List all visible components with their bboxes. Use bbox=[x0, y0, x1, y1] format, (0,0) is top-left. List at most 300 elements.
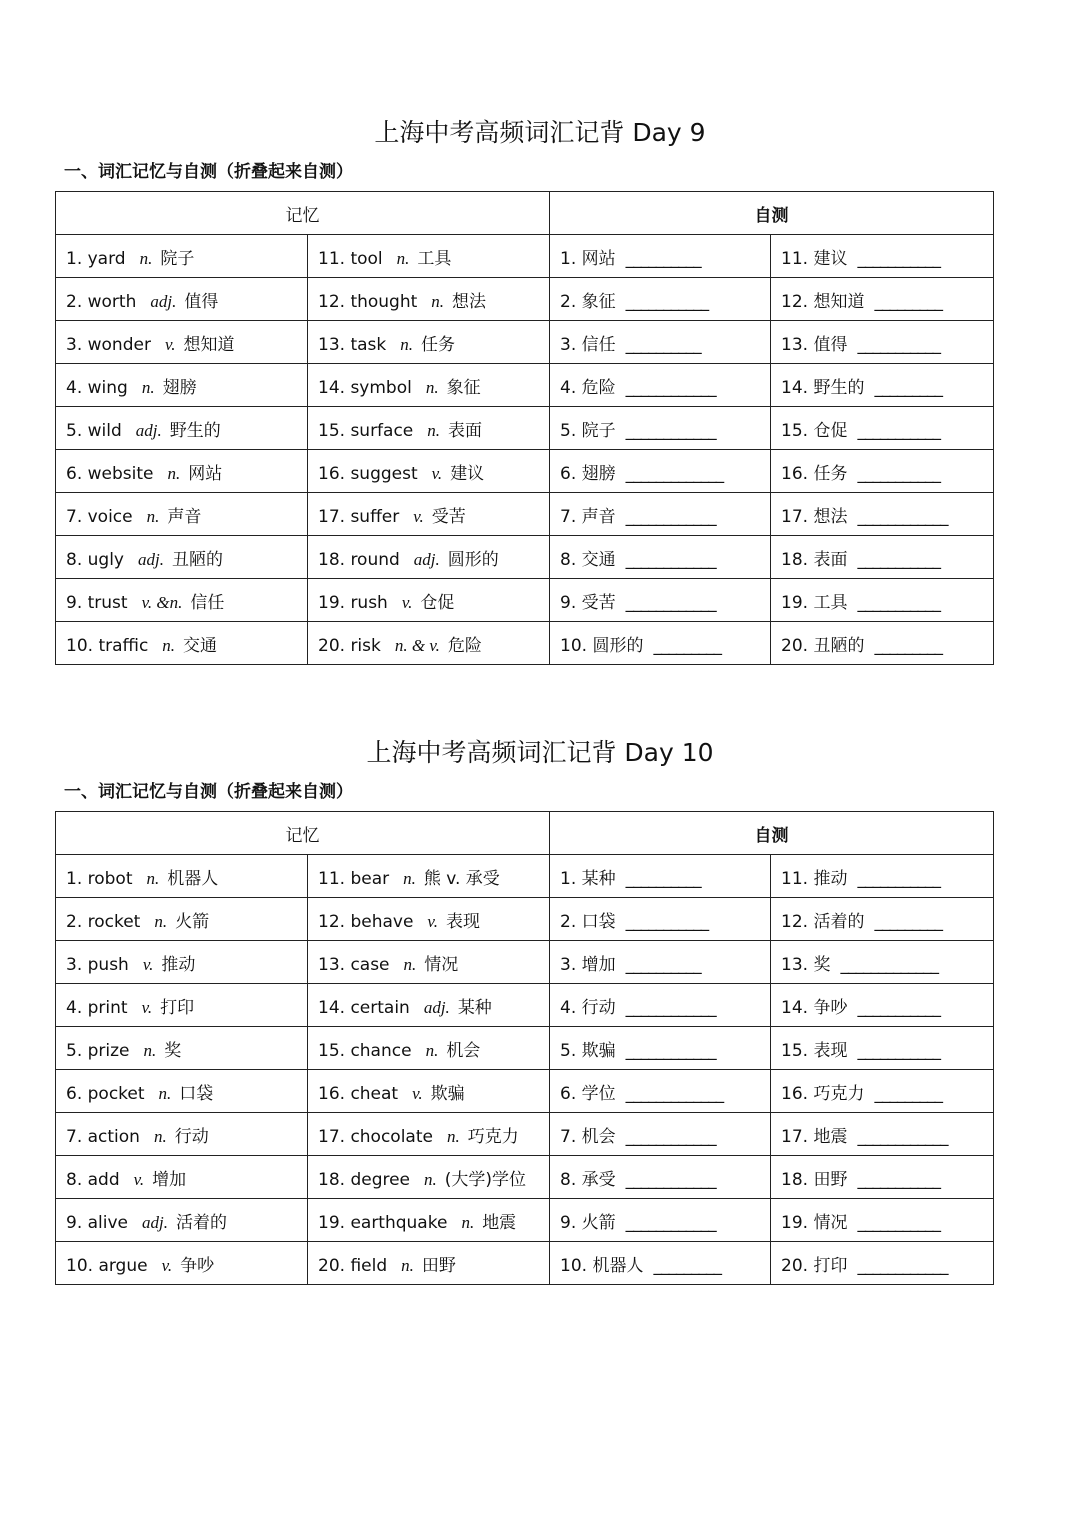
chinese-meaning: 增加 bbox=[152, 1169, 187, 1190]
part-of-speech: v. &n. bbox=[141, 592, 183, 612]
selftest-prompt: 16. 巧克力 bbox=[781, 1083, 865, 1104]
part-of-speech: n. bbox=[425, 377, 439, 397]
part-of-speech: n. bbox=[427, 420, 441, 440]
selftest-prompt: 8. 交通 bbox=[560, 549, 616, 570]
page-title: 上海中考高频词汇记背 Day 10 bbox=[366, 738, 714, 767]
chinese-meaning: 奖 bbox=[164, 1040, 182, 1061]
vocab-word: 20. risk bbox=[318, 635, 381, 656]
day9-section bbox=[0, 108, 1080, 656]
answer-blank: __________ bbox=[625, 868, 701, 889]
chinese-meaning: 打印 bbox=[160, 997, 195, 1018]
selftest-prompt: 12. 想知道 bbox=[781, 291, 865, 312]
answer-blank: ___________ bbox=[857, 463, 940, 484]
memory-cell bbox=[308, 235, 550, 278]
table-row bbox=[56, 278, 994, 321]
selftest-cell bbox=[771, 1070, 994, 1113]
part-of-speech: n. bbox=[461, 1212, 475, 1232]
selftest-prompt: 14. 争吵 bbox=[781, 997, 848, 1018]
answer-blank: ___________ bbox=[857, 868, 940, 889]
answer-blank: ____________ bbox=[625, 1126, 716, 1147]
selftest-prompt: 6. 学位 bbox=[560, 1083, 616, 1104]
vocab-word: 2. worth bbox=[66, 291, 137, 312]
selftest-prompt: 17. 想法 bbox=[781, 506, 848, 527]
memory-cell bbox=[56, 1156, 308, 1199]
memory-cell bbox=[56, 941, 308, 984]
selftest-cell bbox=[771, 407, 994, 450]
selftest-prompt: 13. 奖 bbox=[781, 954, 831, 975]
part-of-speech: v. bbox=[142, 954, 154, 974]
selftest-cell bbox=[550, 1242, 771, 1285]
memory-cell bbox=[56, 1199, 308, 1242]
selftest-cell bbox=[771, 622, 994, 665]
answer-blank: ____________ bbox=[625, 506, 716, 527]
table-row bbox=[56, 235, 994, 278]
selftest-cell bbox=[771, 984, 994, 1027]
table-row bbox=[56, 898, 994, 941]
memory-header: 记忆 bbox=[56, 192, 550, 235]
vocab-word: 7. action bbox=[66, 1126, 140, 1147]
answer-blank: ____________ bbox=[625, 1212, 716, 1233]
memory-cell bbox=[308, 898, 550, 941]
selftest-cell bbox=[550, 941, 771, 984]
vocab-table bbox=[55, 811, 994, 1285]
table-row bbox=[56, 1070, 994, 1113]
selftest-prompt: 1. 某种 bbox=[560, 868, 616, 889]
vocab-word: 18. degree bbox=[318, 1169, 411, 1190]
chinese-meaning: 工具 bbox=[417, 248, 452, 269]
selftest-cell bbox=[771, 1027, 994, 1070]
part-of-speech: n. bbox=[403, 868, 416, 888]
selftest-cell bbox=[550, 622, 771, 665]
chinese-meaning: 口袋 bbox=[179, 1083, 214, 1104]
selftest-prompt: 20. 丑陋的 bbox=[781, 635, 865, 656]
selftest-cell bbox=[550, 1199, 771, 1242]
part-of-speech: n. bbox=[400, 334, 413, 354]
table-row bbox=[56, 364, 994, 407]
vocab-word: 17. suffer bbox=[318, 506, 400, 527]
memory-cell bbox=[308, 321, 550, 364]
selftest-cell bbox=[771, 1242, 994, 1285]
memory-cell bbox=[308, 1070, 550, 1113]
chinese-meaning: 野生的 bbox=[169, 420, 221, 441]
selftest-cell bbox=[771, 321, 994, 364]
selftest-prompt: 18. 田野 bbox=[781, 1169, 848, 1190]
memory-cell bbox=[308, 1199, 550, 1242]
memory-cell bbox=[308, 407, 550, 450]
table-row bbox=[56, 855, 994, 898]
page-title: 上海中考高频词汇记背 Day 9 bbox=[374, 118, 706, 147]
table-row bbox=[56, 1199, 994, 1242]
table-row bbox=[56, 321, 994, 364]
answer-blank: _____________ bbox=[625, 463, 724, 484]
selftest-prompt: 7. 声音 bbox=[560, 506, 616, 527]
answer-blank: _____________ bbox=[840, 954, 938, 975]
answer-blank: ____________ bbox=[857, 1255, 948, 1276]
memory-cell bbox=[308, 536, 550, 579]
selftest-cell bbox=[550, 1027, 771, 1070]
part-of-speech: v. bbox=[164, 334, 176, 354]
table-header-row bbox=[56, 812, 994, 855]
part-of-speech: v. bbox=[431, 463, 443, 483]
answer-blank: ____________ bbox=[625, 997, 716, 1018]
section-subtitle: 一、词汇记忆与自测（折叠起来自测） bbox=[64, 782, 353, 802]
chinese-meaning: 值得 bbox=[184, 291, 219, 312]
vocab-word: 20. field bbox=[318, 1255, 388, 1276]
vocab-word: 1. robot bbox=[66, 868, 133, 889]
vocab-word: 16. cheat bbox=[318, 1083, 399, 1104]
chinese-meaning: 推动 bbox=[161, 954, 196, 975]
vocab-word: 14. certain bbox=[318, 997, 410, 1018]
selftest-cell bbox=[771, 1113, 994, 1156]
part-of-speech: n. bbox=[162, 635, 176, 655]
selftest-prompt: 4. 危险 bbox=[560, 377, 616, 398]
vocab-word: 7. voice bbox=[66, 506, 133, 527]
part-of-speech: n. bbox=[167, 463, 181, 483]
day10-section bbox=[0, 728, 1080, 1276]
selftest-prompt: 17. 地震 bbox=[781, 1126, 848, 1147]
chinese-meaning: 表面 bbox=[448, 420, 483, 441]
answer-blank: _________ bbox=[874, 1083, 942, 1104]
part-of-speech: n. bbox=[401, 1255, 414, 1275]
selftest-cell bbox=[550, 278, 771, 321]
vocab-word: 15. surface bbox=[318, 420, 414, 441]
memory-header: 记忆 bbox=[56, 812, 550, 855]
selftest-cell bbox=[771, 1199, 994, 1242]
chinese-meaning: 圆形的 bbox=[447, 549, 499, 570]
selftest-prompt: 11. 推动 bbox=[781, 868, 848, 889]
vocab-word: 9. trust bbox=[66, 592, 128, 613]
part-of-speech: n. bbox=[153, 1126, 167, 1146]
vocab-word: 2. rocket bbox=[66, 911, 141, 932]
vocab-word: 18. round bbox=[318, 549, 400, 570]
chinese-meaning: 活着的 bbox=[176, 1212, 227, 1233]
chinese-meaning: 想法 bbox=[452, 291, 487, 312]
selftest-prompt: 12. 活着的 bbox=[781, 911, 865, 932]
part-of-speech: n. bbox=[146, 506, 160, 526]
section-subtitle: 一、词汇记忆与自测（折叠起来自测） bbox=[64, 162, 353, 182]
table-header-row bbox=[56, 192, 994, 235]
answer-blank: ____________ bbox=[625, 377, 716, 398]
vocab-word: 1. yard bbox=[66, 248, 126, 269]
chinese-meaning: 交通 bbox=[183, 635, 218, 656]
memory-cell bbox=[56, 1070, 308, 1113]
answer-blank: _________ bbox=[653, 1255, 721, 1276]
selftest-cell bbox=[550, 235, 771, 278]
part-of-speech: v. bbox=[133, 1169, 145, 1189]
selftest-cell bbox=[550, 407, 771, 450]
chinese-meaning: 声音 bbox=[167, 506, 202, 527]
answer-blank: ___________ bbox=[857, 1212, 940, 1233]
selftest-cell bbox=[771, 898, 994, 941]
memory-cell bbox=[308, 364, 550, 407]
memory-cell bbox=[56, 493, 308, 536]
vocab-word: 13. task bbox=[318, 334, 387, 355]
memory-cell bbox=[308, 1027, 550, 1070]
answer-blank: ____________ bbox=[625, 549, 716, 570]
memory-cell bbox=[308, 278, 550, 321]
answer-blank: _____________ bbox=[625, 1083, 724, 1104]
part-of-speech: adj. bbox=[135, 420, 162, 440]
vocab-word: 12. behave bbox=[318, 911, 414, 932]
selftest-cell bbox=[771, 364, 994, 407]
selftest-cell bbox=[550, 450, 771, 493]
vocab-word: 19. rush bbox=[318, 592, 388, 613]
selftest-cell bbox=[771, 855, 994, 898]
selftest-prompt: 11. 建议 bbox=[781, 248, 848, 269]
part-of-speech: n. bbox=[158, 1083, 172, 1103]
selftest-cell bbox=[550, 321, 771, 364]
memory-cell bbox=[308, 622, 550, 665]
selftest-cell bbox=[771, 278, 994, 321]
part-of-speech: v. bbox=[401, 592, 413, 612]
part-of-speech: n. bbox=[446, 1126, 460, 1146]
selftest-prompt: 10. 机器人 bbox=[560, 1255, 644, 1276]
vocab-word: 8. ugly bbox=[66, 549, 124, 570]
part-of-speech: n. bbox=[146, 868, 160, 888]
memory-cell bbox=[308, 941, 550, 984]
memory-cell bbox=[308, 1113, 550, 1156]
part-of-speech: n. bbox=[424, 1169, 437, 1189]
table-row bbox=[56, 579, 994, 622]
vocab-word: 5. wild bbox=[66, 420, 122, 441]
selftest-prompt: 20. 打印 bbox=[781, 1255, 848, 1276]
vocab-word: 4. wing bbox=[66, 377, 128, 398]
answer-blank: ___________ bbox=[625, 291, 709, 312]
chinese-meaning: 争吵 bbox=[180, 1255, 215, 1276]
part-of-speech: v. bbox=[413, 506, 424, 526]
chinese-meaning: 建议 bbox=[450, 463, 485, 484]
selftest-prompt: 15. 仓促 bbox=[781, 420, 848, 441]
vocab-word: 3. wonder bbox=[66, 334, 151, 355]
memory-cell bbox=[56, 364, 308, 407]
table-row bbox=[56, 450, 994, 493]
part-of-speech: n. bbox=[154, 911, 168, 931]
memory-cell bbox=[56, 984, 308, 1027]
memory-cell bbox=[56, 855, 308, 898]
vocab-word: 8. add bbox=[66, 1169, 120, 1190]
table-row bbox=[56, 1027, 994, 1070]
selftest-cell bbox=[771, 493, 994, 536]
answer-blank: ___________ bbox=[857, 334, 940, 355]
table-row bbox=[56, 1156, 994, 1199]
selftest-cell bbox=[771, 579, 994, 622]
vocab-word: 4. print bbox=[66, 997, 128, 1018]
memory-cell bbox=[308, 579, 550, 622]
chinese-meaning: 仓促 bbox=[420, 592, 455, 613]
memory-cell bbox=[56, 622, 308, 665]
selftest-prompt: 5. 院子 bbox=[560, 420, 616, 441]
selftest-cell bbox=[771, 1156, 994, 1199]
answer-blank: ___________ bbox=[625, 911, 709, 932]
answer-blank: ___________ bbox=[857, 549, 940, 570]
selftest-prompt: 9. 火箭 bbox=[560, 1212, 616, 1233]
table-row bbox=[56, 984, 994, 1027]
table-row bbox=[56, 493, 994, 536]
vocab-word: 5. prize bbox=[66, 1040, 130, 1061]
chinese-meaning: 机会 bbox=[446, 1040, 481, 1061]
part-of-speech: n. bbox=[403, 954, 417, 974]
chinese-meaning: 任务 bbox=[420, 334, 455, 355]
vocab-word: 15. chance bbox=[318, 1040, 412, 1061]
memory-cell bbox=[308, 855, 550, 898]
selftest-prompt: 2. 口袋 bbox=[560, 911, 616, 932]
vocab-table bbox=[55, 191, 994, 665]
selftest-cell bbox=[550, 579, 771, 622]
chinese-meaning: 表现 bbox=[445, 911, 480, 932]
answer-blank: ____________ bbox=[857, 1126, 948, 1147]
answer-blank: ___________ bbox=[857, 420, 940, 441]
part-of-speech: n. bbox=[143, 1040, 157, 1060]
vocab-word: 17. chocolate bbox=[318, 1126, 433, 1147]
answer-blank: _________ bbox=[874, 377, 942, 398]
answer-blank: ____________ bbox=[857, 506, 948, 527]
answer-blank: ___________ bbox=[857, 592, 940, 613]
chinese-meaning: 巧克力 bbox=[467, 1126, 519, 1147]
chinese-meaning: 网站 bbox=[188, 463, 223, 484]
chinese-meaning: 火箭 bbox=[175, 911, 210, 932]
answer-blank: ____________ bbox=[625, 1169, 716, 1190]
part-of-speech: adj. bbox=[413, 549, 440, 569]
chinese-meaning: 翅膀 bbox=[162, 377, 197, 398]
selftest-prompt: 1. 网站 bbox=[560, 248, 616, 269]
chinese-meaning: (大学)学位 bbox=[444, 1169, 527, 1190]
memory-cell bbox=[56, 1113, 308, 1156]
selftest-prompt: 9. 受苦 bbox=[560, 592, 616, 613]
memory-cell bbox=[308, 984, 550, 1027]
part-of-speech: adj. bbox=[150, 291, 177, 311]
memory-cell bbox=[56, 1027, 308, 1070]
table-row bbox=[56, 407, 994, 450]
chinese-meaning: 丑陋的 bbox=[171, 549, 223, 570]
vocab-word: 11. tool bbox=[318, 248, 383, 269]
memory-cell bbox=[308, 450, 550, 493]
chinese-meaning: 某种 bbox=[457, 997, 492, 1018]
selftest-prompt: 8. 承受 bbox=[560, 1169, 616, 1190]
answer-blank: ___________ bbox=[857, 1040, 940, 1061]
selftest-cell bbox=[550, 984, 771, 1027]
chinese-meaning: 机器人 bbox=[167, 868, 219, 889]
vocab-word: 9. alive bbox=[66, 1212, 129, 1233]
chinese-meaning: 信任 bbox=[190, 592, 225, 613]
selftest-cell bbox=[550, 898, 771, 941]
selftest-cell bbox=[550, 364, 771, 407]
memory-cell bbox=[56, 579, 308, 622]
selftest-cell bbox=[550, 536, 771, 579]
selftest-prompt: 2. 象征 bbox=[560, 291, 616, 312]
part-of-speech: n. bbox=[139, 248, 153, 268]
chinese-meaning: 危险 bbox=[447, 635, 482, 656]
chinese-meaning: 情况 bbox=[424, 954, 459, 975]
part-of-speech: n. bbox=[396, 248, 410, 268]
answer-blank: ___________ bbox=[857, 997, 940, 1018]
memory-cell bbox=[308, 1242, 550, 1285]
selftest-cell bbox=[550, 1113, 771, 1156]
memory-cell bbox=[56, 321, 308, 364]
selftest-header: 自测 bbox=[550, 812, 994, 855]
table-row bbox=[56, 1242, 994, 1285]
part-of-speech: adj. bbox=[142, 1212, 168, 1232]
vocab-word: 13. case bbox=[318, 954, 390, 975]
answer-blank: _________ bbox=[874, 291, 942, 312]
answer-blank: ____________ bbox=[625, 420, 716, 441]
memory-cell bbox=[56, 536, 308, 579]
answer-blank: _________ bbox=[874, 911, 942, 932]
selftest-prompt: 13. 值得 bbox=[781, 334, 848, 355]
vocab-word: 19. earthquake bbox=[318, 1212, 448, 1233]
answer-blank: _________ bbox=[653, 635, 721, 656]
chinese-meaning: 田野 bbox=[421, 1255, 456, 1276]
vocab-word: 6. website bbox=[66, 463, 154, 484]
selftest-prompt: 16. 任务 bbox=[781, 463, 848, 484]
selftest-prompt: 7. 机会 bbox=[560, 1126, 616, 1147]
selftest-cell bbox=[550, 855, 771, 898]
memory-cell bbox=[308, 493, 550, 536]
selftest-cell bbox=[771, 536, 994, 579]
part-of-speech: v. bbox=[161, 1255, 173, 1275]
memory-cell bbox=[56, 235, 308, 278]
table-row bbox=[56, 941, 994, 984]
table-row bbox=[56, 536, 994, 579]
part-of-speech: v. bbox=[141, 997, 153, 1017]
chinese-meaning: 受苦 bbox=[431, 506, 466, 527]
memory-cell bbox=[56, 278, 308, 321]
chinese-meaning: 想知道 bbox=[183, 334, 235, 355]
selftest-prompt: 5. 欺骗 bbox=[560, 1040, 616, 1061]
answer-blank: __________ bbox=[625, 954, 701, 975]
chinese-meaning: 象征 bbox=[446, 377, 481, 398]
selftest-prompt: 15. 表现 bbox=[781, 1040, 848, 1061]
chinese-meaning: 行动 bbox=[174, 1126, 209, 1147]
chinese-meaning: 熊 v. 承受 bbox=[423, 868, 500, 889]
vocab-word: 3. push bbox=[66, 954, 129, 975]
answer-blank: ____________ bbox=[625, 592, 716, 613]
vocab-word: 14. symbol bbox=[318, 377, 412, 398]
selftest-prompt: 18. 表面 bbox=[781, 549, 848, 570]
selftest-prompt: 6. 翅膀 bbox=[560, 463, 616, 484]
memory-cell bbox=[308, 1156, 550, 1199]
answer-blank: ___________ bbox=[857, 248, 940, 269]
memory-cell bbox=[56, 898, 308, 941]
selftest-cell bbox=[771, 235, 994, 278]
memory-cell bbox=[56, 450, 308, 493]
selftest-prompt: 19. 情况 bbox=[781, 1212, 848, 1233]
table-row bbox=[56, 1113, 994, 1156]
part-of-speech: n. bbox=[425, 1040, 439, 1060]
selftest-prompt: 3. 信任 bbox=[560, 334, 616, 355]
part-of-speech: adj. bbox=[137, 549, 164, 569]
selftest-prompt: 4. 行动 bbox=[560, 997, 616, 1018]
answer-blank: ____________ bbox=[625, 1040, 716, 1061]
memory-cell bbox=[56, 1242, 308, 1285]
table-row bbox=[56, 622, 994, 665]
selftest-prompt: 10. 圆形的 bbox=[560, 635, 644, 656]
vocab-word: 10. traffic bbox=[66, 635, 149, 656]
part-of-speech: v. bbox=[427, 911, 438, 931]
chinese-meaning: 欺骗 bbox=[430, 1083, 465, 1104]
answer-blank: _________ bbox=[874, 635, 942, 656]
vocab-word: 6. pocket bbox=[66, 1083, 145, 1104]
selftest-cell bbox=[550, 493, 771, 536]
part-of-speech: n. bbox=[141, 377, 155, 397]
answer-blank: __________ bbox=[625, 334, 701, 355]
memory-cell bbox=[56, 407, 308, 450]
vocab-word: 12. thought bbox=[318, 291, 418, 312]
part-of-speech: adj. bbox=[423, 997, 450, 1017]
answer-blank: ___________ bbox=[857, 1169, 940, 1190]
chinese-meaning: 地震 bbox=[482, 1212, 517, 1233]
vocab-word: 16. suggest bbox=[318, 463, 418, 484]
selftest-prompt: 19. 工具 bbox=[781, 592, 848, 613]
